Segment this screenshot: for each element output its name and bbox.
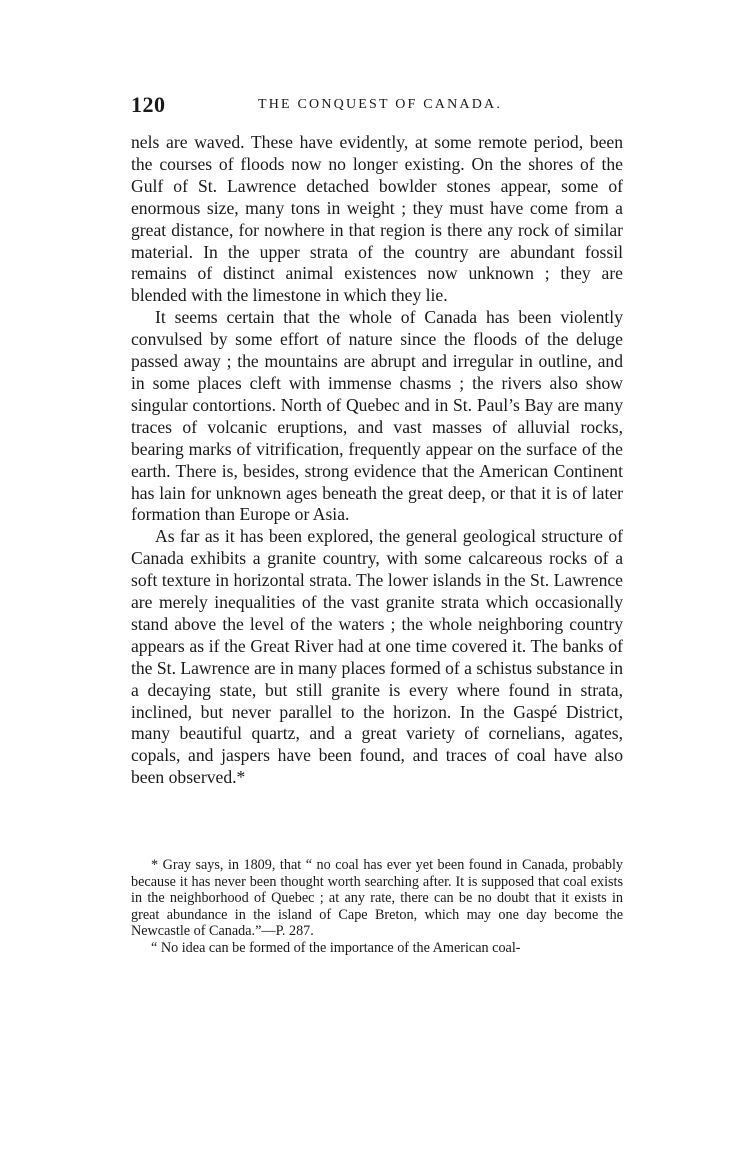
footnote-gray: * Gray says, in 1809, that “ no coal has ever yet been found in Canada, probably because it has never been thought worth searching after. It is supposed that coal exists in the neighborhood of Quebec ; at any rate, there can be no doubt that it exists in great abundance in the island of Cape Breton, which may one day become the Newcastle of Canada.”—P. 287. [131,857,623,940]
paragraph-continued: nels are waved. These have evidently, at some remote period, been the courses of floods now no longer existing. On the shores of the Gulf of St. Lawrence detached bowlder stones appear, some of enormous size, many tons in weight ; they must have come from a great distance, for nowhere in that region is there any rock of similar material. In the upper strata of the country are abundant fossil remains of distinct animal existences now unknown ; they are blended with the limestone in which they lie. [131,132,623,306]
paragraph-geology: As far as it has been explored, the general geological structure of Canada exhibits a granite country, with some calcareous rocks of a soft texture in horizontal strata. The lower islands in the St. Lawrence are merely inequalities of the vast granite strata which occasionally stand above the level of the waters ; the whole neighboring country appears as if the Great River had at one time covered it. The banks of the St. Lawrence are in many places formed of a schistus substance in a decaying state, but still granite is every where found in strata, inclined, but never parallel to the horizon. In the Gaspé District, many beautiful quartz, and a great variety of cornelians, agates, copals, and jaspers have been found, and traces of coal have also been observed.* [131,526,623,788]
running-title: THE CONQUEST OF CANADA. [258,97,503,112]
footnotes [131,857,623,957]
page-header [131,92,623,120]
page-number: 120 [131,92,166,117]
footnote-coal-quote: “ No idea can be formed of the importance of the American coal- [151,939,521,956]
paragraph-convulsions: It seems certain that the whole of Canada has been violently convulsed by some effort of nature since the floods of the deluge passed away ; the mountains are abrupt and irregular in outline, and in some places cleft with immense chasms ; the rivers also show singular contortions. North of Quebec and in St. Paul’s Bay are many traces of volcanic eruptions, and vast masses of alluvial rocks, bearing marks of vitrification, frequently appear on the surface of the earth. There is, besides, strong evidence that the American Continent has lain for unknown ages beneath the great deep, or that it is of later formation than Europe or Asia. [131,307,623,525]
main-text [131,132,623,789]
